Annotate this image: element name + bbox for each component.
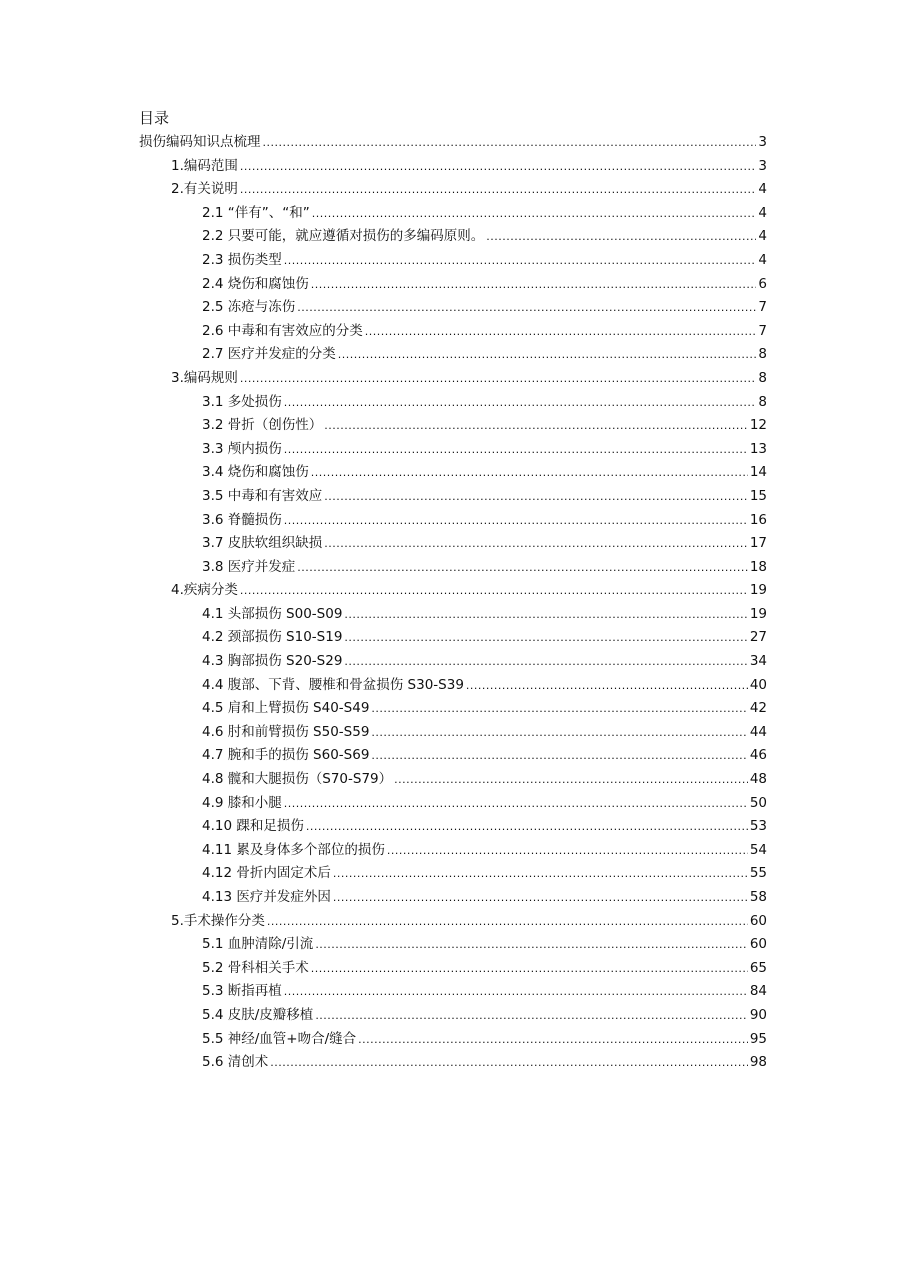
toc-entry[interactable] (139, 485, 767, 509)
toc-entry-page-number: 48 (749, 771, 767, 788)
toc-entry-title: 3.4 烧伤和腐蚀伤 (202, 464, 309, 481)
toc-entry[interactable] (139, 674, 767, 698)
toc-entry-title: 2.4 烧伤和腐蚀伤 (202, 275, 309, 292)
toc-entry[interactable] (139, 626, 767, 650)
toc-entry-title: 2.2 只要可能，就应遵循对损伤的多编码原则。 (202, 228, 485, 245)
toc-entry-page-number: 4 (758, 228, 767, 245)
toc-entry-title: 4.2 颈部损伤 S10-S19 (202, 629, 343, 646)
toc-dot-leader (344, 603, 747, 627)
toc-dot-leader (263, 131, 757, 155)
toc-entry-page-number: 84 (749, 983, 767, 1000)
toc-entry-title: 3.3 颅内损伤 (202, 440, 282, 457)
toc-entry[interactable] (139, 697, 767, 721)
toc-dot-leader (358, 1028, 748, 1052)
toc-entry-title: 4.10 踝和足损伤 (202, 818, 304, 835)
toc-entry-page-number: 95 (749, 1030, 767, 1047)
toc-entry-page-number: 90 (749, 1006, 767, 1023)
toc-entry-page-number: 34 (749, 653, 767, 670)
toc-entry-page-number: 54 (749, 841, 767, 858)
toc-dot-leader (284, 792, 748, 816)
toc-entry[interactable] (139, 579, 767, 603)
toc-entry-page-number: 8 (758, 393, 767, 410)
toc-dot-leader (371, 744, 747, 768)
toc-dot-leader (311, 273, 757, 297)
toc-entry-title: 5.6 清创术 (202, 1054, 269, 1071)
toc-dot-leader (333, 862, 748, 886)
toc-entry[interactable] (139, 391, 767, 415)
toc-entry-page-number: 4 (758, 251, 767, 268)
toc-entry[interactable] (139, 957, 767, 981)
toc-entry[interactable] (139, 131, 767, 155)
toc-entry[interactable] (139, 343, 767, 367)
toc-entry[interactable] (139, 178, 767, 202)
toc-dot-leader (486, 225, 756, 249)
toc-entry[interactable] (139, 155, 767, 179)
toc-entry-title: 4.13 医疗并发症外因 (202, 889, 331, 905)
toc-entry-page-number: 3 (758, 134, 767, 150)
toc-entry[interactable] (139, 721, 767, 745)
toc-dot-leader (371, 697, 747, 721)
toc-dot-leader (344, 650, 747, 674)
toc-dot-leader (324, 485, 748, 509)
toc-entry-title: 4.3 胸部损伤 S20-S29 (202, 653, 343, 670)
toc-entry-page-number: 4 (758, 181, 767, 198)
toc-entry-title: 5.2 骨科相关手术 (202, 959, 309, 976)
toc-entry-page-number: 53 (749, 818, 767, 835)
toc-entry-page-number: 40 (749, 676, 767, 693)
toc-dot-leader (240, 579, 748, 603)
toc-entry-title: 2.3 损伤类型 (202, 251, 282, 268)
toc-entry-page-number: 19 (749, 582, 767, 599)
toc-entry-title: 4.11 累及身体多个部位的损伤 (202, 841, 385, 858)
toc-dot-leader (306, 815, 748, 839)
toc-dot-leader (315, 1004, 748, 1028)
toc-entry-page-number: 15 (749, 487, 767, 504)
toc-dot-leader (338, 343, 757, 367)
toc-dot-leader (284, 438, 748, 462)
toc-entry[interactable] (139, 225, 767, 249)
toc-entry[interactable] (139, 910, 767, 934)
toc-entry-page-number: 58 (749, 889, 767, 905)
toc-entry-page-number: 42 (749, 700, 767, 717)
toc-entry-page-number: 17 (749, 535, 767, 552)
toc-entry[interactable] (139, 1051, 767, 1075)
toc-entry-title: 4.9 膝和小腿 (202, 794, 282, 811)
toc-entry[interactable] (139, 768, 767, 792)
toc-entry[interactable] (139, 603, 767, 627)
toc-list (139, 131, 767, 1075)
toc-entry-page-number: 4 (758, 204, 767, 221)
toc-entry[interactable] (139, 461, 767, 485)
toc-entry-title: 4.疾病分类 (171, 582, 238, 599)
toc-entry[interactable] (139, 744, 767, 768)
toc-dot-leader (311, 461, 748, 485)
toc-entry[interactable] (139, 296, 767, 320)
toc-entry[interactable] (139, 815, 767, 839)
toc-entry-page-number: 12 (749, 417, 767, 434)
toc-dot-leader (324, 532, 748, 556)
toc-entry[interactable] (139, 414, 767, 438)
toc-entry-title: 4.12 骨折内固定术后 (202, 865, 331, 882)
toc-entry-page-number: 50 (749, 794, 767, 811)
toc-dot-leader (394, 768, 748, 792)
toc-entry-title: 2.1 “伴有”、“和” (202, 204, 310, 221)
toc-dot-leader (315, 933, 748, 957)
toc-dot-leader (312, 202, 757, 226)
toc-entry-page-number: 13 (749, 440, 767, 457)
toc-dot-leader (333, 886, 748, 910)
toc-entry-page-number: 46 (749, 747, 767, 764)
toc-dot-leader (324, 414, 748, 438)
toc-entry-title: 3.编码规则 (171, 369, 238, 386)
toc-dot-leader (297, 556, 748, 580)
toc-dot-leader (240, 178, 757, 202)
toc-entry-title: 5.3 断指再植 (202, 983, 282, 1000)
toc-dot-leader (311, 957, 748, 981)
toc-entry[interactable] (139, 249, 767, 273)
toc-entry-page-number: 55 (749, 865, 767, 882)
toc-entry-title: 2.有关说明 (171, 181, 238, 198)
toc-entry-title: 损伤编码知识点梳理 (139, 134, 261, 150)
toc-entry[interactable] (139, 1028, 767, 1052)
toc-entry[interactable] (139, 980, 767, 1004)
toc-entry-page-number: 8 (758, 369, 767, 386)
toc-entry-page-number: 18 (749, 558, 767, 575)
toc-entry[interactable] (139, 556, 767, 580)
toc-entry-title: 3.6 脊髓损伤 (202, 511, 282, 528)
toc-entry-page-number: 44 (749, 723, 767, 740)
toc-entry-title: 3.8 医疗并发症 (202, 558, 296, 575)
toc-entry-page-number: 65 (749, 959, 767, 976)
toc-entry-page-number: 6 (758, 275, 767, 292)
toc-dot-leader (240, 367, 757, 391)
toc-dot-leader (371, 721, 747, 745)
toc-entry-title: 5.5 神经/血管+吻合/缝合 (202, 1030, 357, 1047)
toc-entry-page-number: 27 (749, 629, 767, 646)
toc-entry-title: 3.7 皮肤软组织缺损 (202, 535, 323, 552)
toc-entry-title: 4.7 腕和手的损伤 S60-S69 (202, 747, 370, 764)
toc-entry-title: 4.8 髋和大腿损伤（S70-S79） (202, 771, 393, 788)
toc-entry[interactable] (139, 532, 767, 556)
toc-entry[interactable] (139, 273, 767, 297)
toc-entry[interactable] (139, 509, 767, 533)
toc-dot-leader (240, 155, 757, 179)
toc-entry-title: 1.编码范围 (171, 157, 238, 174)
toc-entry-page-number: 60 (749, 912, 767, 929)
toc-dot-leader (387, 839, 748, 863)
toc-entry-title: 3.1 多处损伤 (202, 393, 282, 410)
toc-entry-title: 2.5 冻疮与冻伤 (202, 299, 296, 316)
toc-entry-page-number: 7 (758, 299, 767, 316)
toc-entry-page-number: 8 (758, 346, 767, 363)
toc-entry[interactable] (139, 862, 767, 886)
toc-dot-leader (270, 1051, 748, 1075)
toc-entry[interactable] (139, 1004, 767, 1028)
toc-dot-leader (466, 674, 748, 698)
table-of-contents (139, 106, 767, 1075)
toc-entry-title: 2.7 医疗并发症的分类 (202, 346, 336, 363)
toc-entry-page-number: 16 (749, 511, 767, 528)
toc-entry-page-number: 98 (749, 1054, 767, 1071)
toc-entry[interactable] (139, 367, 767, 391)
toc-dot-leader (284, 980, 748, 1004)
toc-entry-page-number: 14 (749, 464, 767, 481)
toc-dot-leader (344, 626, 747, 650)
toc-dot-leader (267, 910, 748, 934)
toc-entry-title: 4.6 肘和前臂损伤 S50-S59 (202, 723, 370, 740)
toc-dot-leader (284, 509, 748, 533)
toc-entry[interactable] (139, 438, 767, 462)
toc-entry[interactable] (139, 202, 767, 226)
toc-entry-title: 5.1 血肿清除/引流 (202, 936, 314, 953)
toc-entry[interactable] (139, 886, 767, 910)
toc-entry-title: 5.手术操作分类 (171, 912, 265, 929)
toc-entry-title: 4.5 肩和上臂损伤 S40-S49 (202, 700, 370, 717)
toc-entry-title: 2.6 中毒和有害效应的分类 (202, 322, 363, 339)
toc-entry[interactable] (139, 933, 767, 957)
toc-entry[interactable] (139, 839, 767, 863)
toc-entry-title: 3.2 骨折（创伤性） (202, 417, 323, 434)
toc-dot-leader (297, 296, 756, 320)
toc-entry-title: 5.4 皮肤/皮瓣移植 (202, 1006, 314, 1023)
toc-entry[interactable] (139, 650, 767, 674)
toc-entry[interactable] (139, 792, 767, 816)
toc-entry-title: 4.1 头部损伤 S00-S09 (202, 605, 343, 622)
toc-dot-leader (365, 320, 757, 344)
toc-dot-leader (284, 391, 757, 415)
toc-heading: 目录 (139, 109, 170, 127)
toc-entry-title: 4.4 腹部、下背、腰椎和骨盆损伤 S30-S39 (202, 676, 464, 693)
toc-entry[interactable] (139, 320, 767, 344)
toc-entry-title: 3.5 中毒和有害效应 (202, 487, 323, 504)
toc-dot-leader (284, 249, 757, 273)
toc-entry-page-number: 7 (758, 322, 767, 339)
toc-entry-page-number: 60 (749, 936, 767, 953)
toc-entry-page-number: 3 (758, 157, 767, 174)
toc-entry-page-number: 19 (749, 605, 767, 622)
